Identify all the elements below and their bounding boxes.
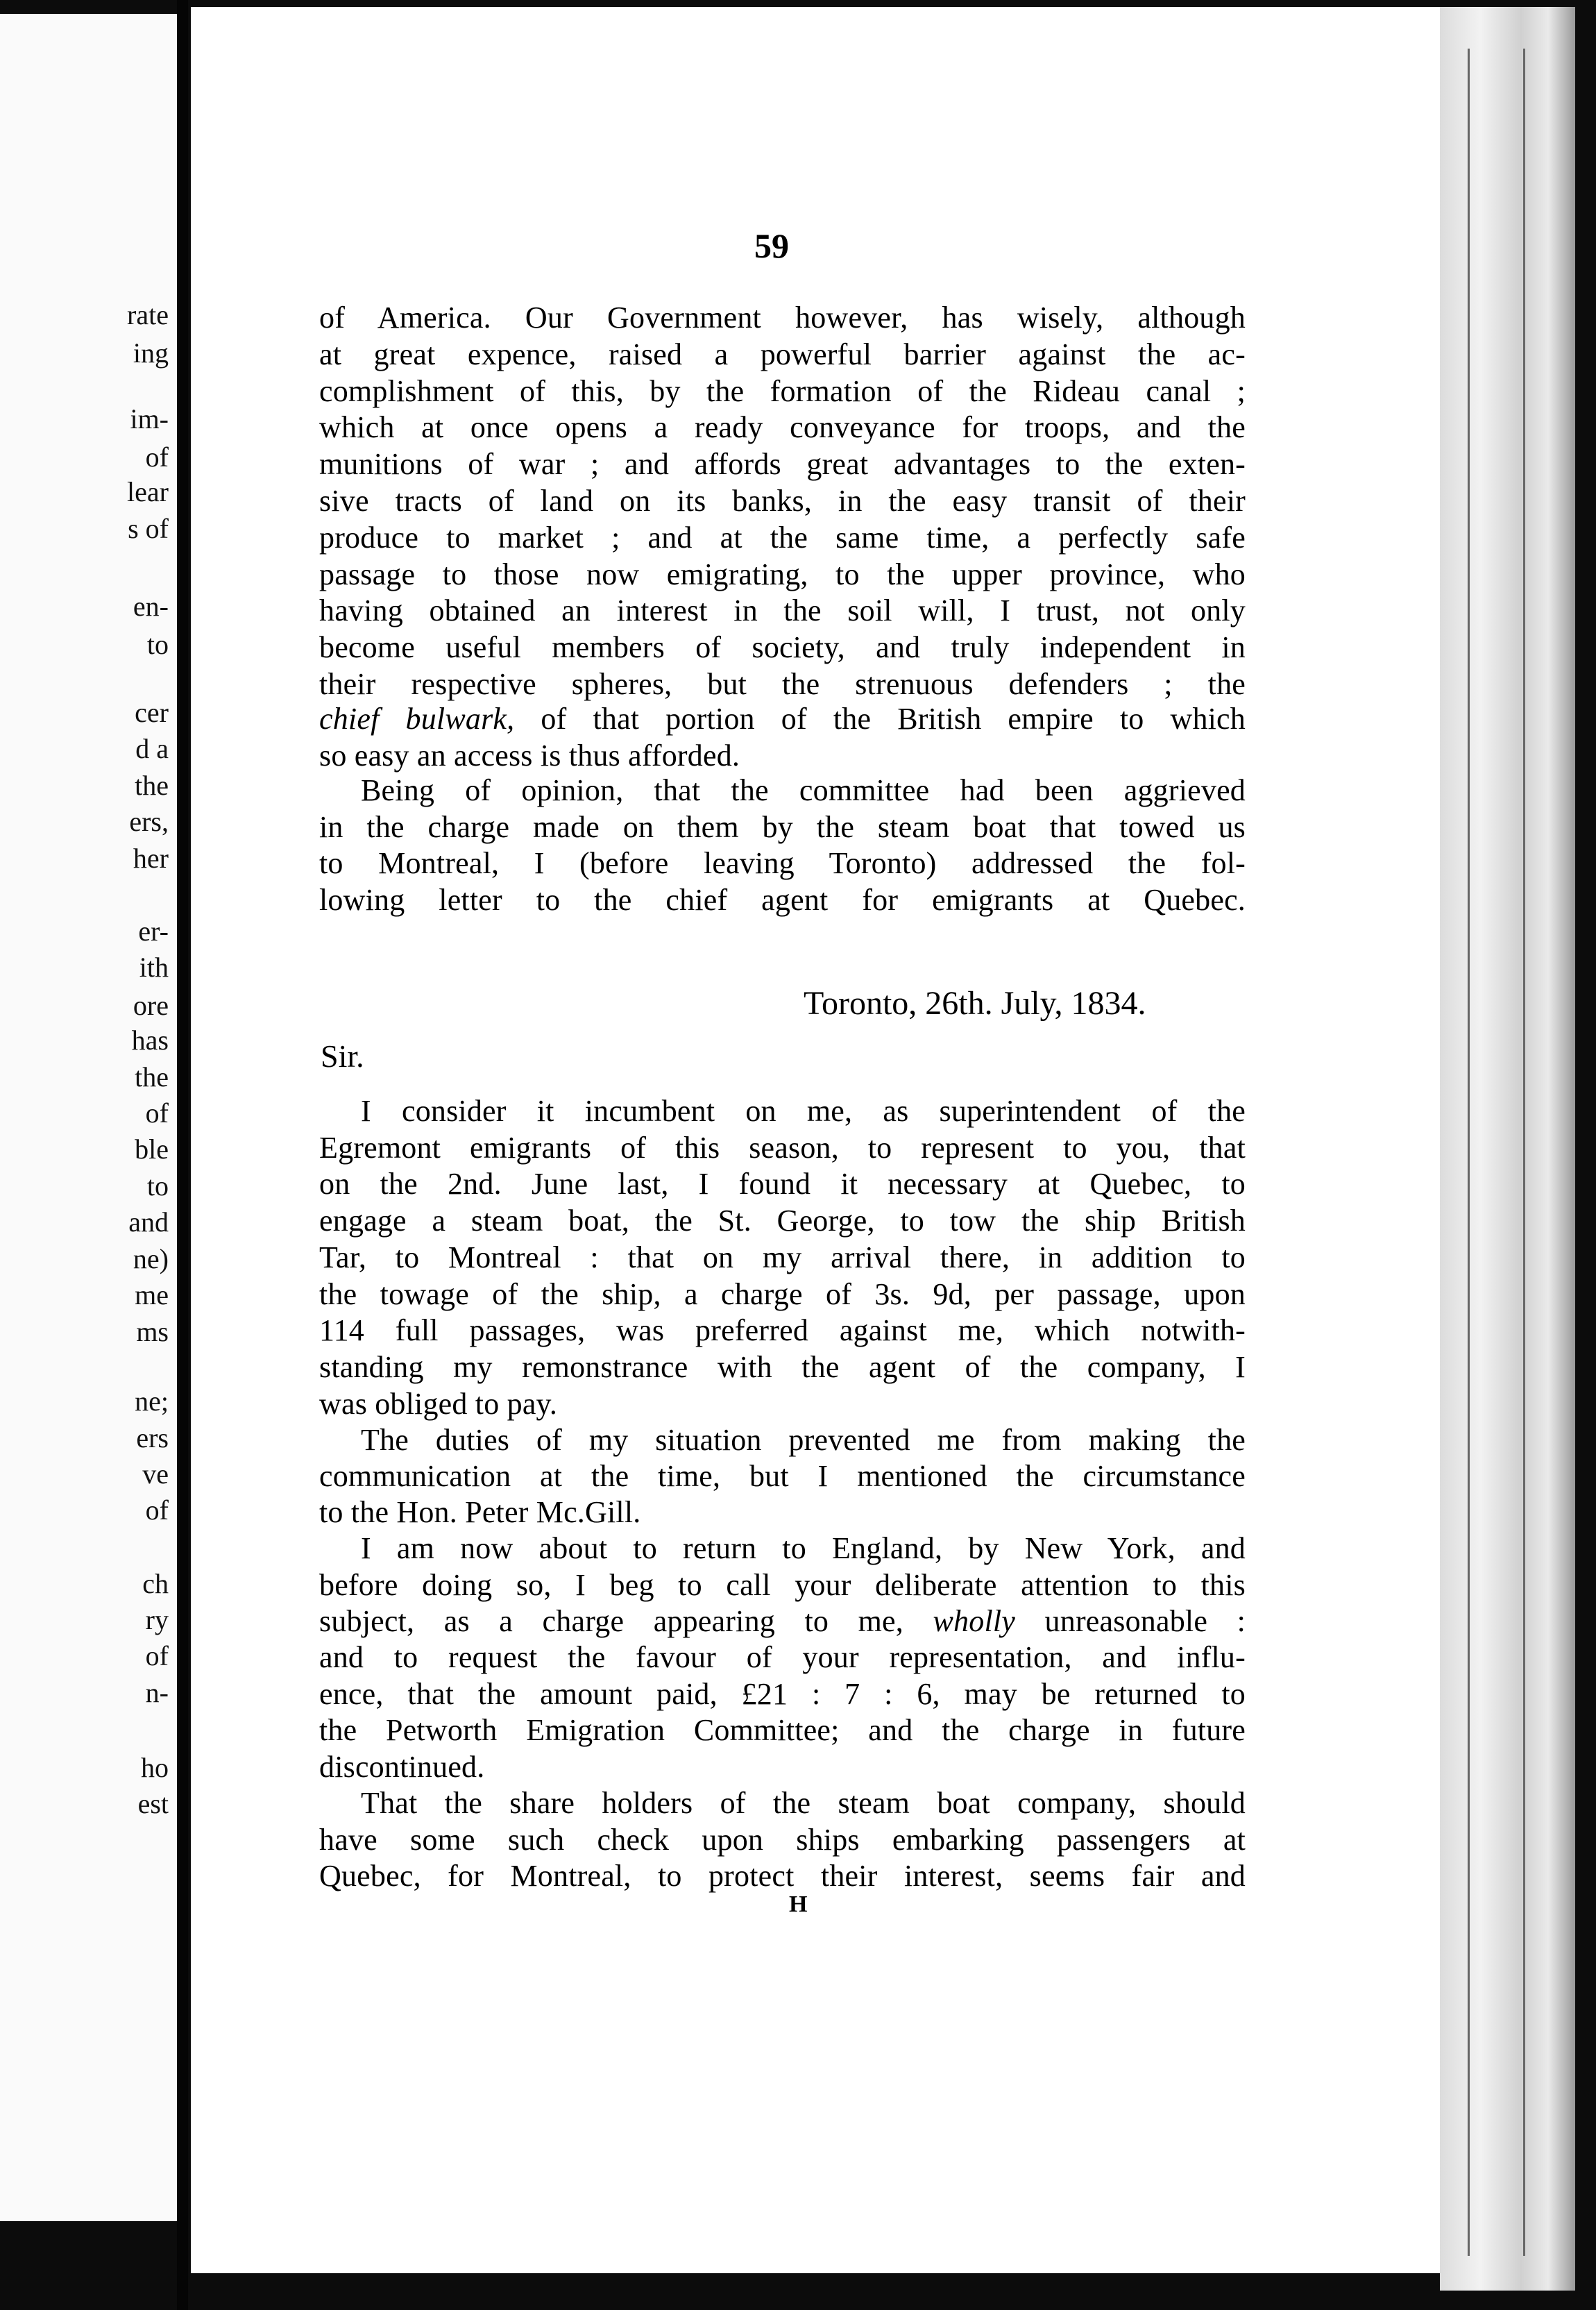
- paragraph-line: [319, 410, 1246, 445]
- line-text: the Petworth Emigration Committee; and the charge in future: [319, 1713, 1246, 1748]
- paragraph-line: [361, 1093, 1246, 1129]
- paragraph-line: [361, 1785, 1246, 1821]
- paragraph-line: [319, 1386, 1246, 1422]
- paragraph-line: [319, 738, 1246, 773]
- left-page-fragment: ho: [141, 1752, 169, 1783]
- left-page-fragment: s of: [128, 513, 169, 544]
- paragraph-line: [319, 446, 1246, 482]
- paragraph-line: [319, 1639, 1246, 1675]
- left-page-fragment: ne): [133, 1243, 169, 1274]
- left-page-fragment: of: [145, 1640, 169, 1671]
- paragraph-line: [319, 630, 1246, 665]
- left-facing-page: [0, 14, 177, 2221]
- line-text: sive tracts of land on its banks, in the easy transit of their: [319, 484, 1246, 518]
- left-page-fragment: rate: [127, 299, 169, 330]
- line-text: and to request the favour of your representation, and influ-: [319, 1640, 1246, 1674]
- italic-word: wholly: [933, 1604, 1016, 1638]
- left-page-fragment: est: [137, 1788, 169, 1819]
- paragraph-line: [319, 1130, 1246, 1165]
- line-text: I am now about to return to England, by New York, and: [361, 1531, 1246, 1565]
- paragraph-line: [319, 300, 1246, 335]
- line-text: The duties of my situation prevented me from making the: [361, 1423, 1246, 1457]
- left-page-fragment: of: [145, 1494, 169, 1526]
- left-page-fragment: er-: [138, 916, 169, 947]
- line-text: of that portion of the British empire to which: [514, 702, 1246, 736]
- line-text: which at once opens a ready conveyance for troops, and the: [319, 410, 1246, 445]
- paragraph-line: [319, 1749, 1246, 1785]
- left-page-fragment: her: [133, 843, 169, 874]
- paragraph-line: [319, 1458, 1246, 1494]
- paragraph-line: [361, 1531, 1246, 1566]
- paragraph-line: [319, 1240, 1246, 1275]
- line-text: of America. Our Government however, has wisely, although: [319, 301, 1246, 335]
- paragraph-line: [319, 701, 1246, 736]
- paragraph-line: [319, 1712, 1246, 1748]
- line-text: to Montreal, I (before leaving Toronto) addressed the fol-: [319, 846, 1246, 880]
- line-text: unreasonable :: [1015, 1604, 1246, 1638]
- paragraph-line: [319, 1858, 1246, 1894]
- paragraph-line: [319, 1166, 1246, 1202]
- left-page-fragment: ry: [145, 1604, 169, 1635]
- left-page-fragment: ms: [136, 1316, 169, 1347]
- line-text: the towage of the ship, a charge of 3s. 9d, per passage, upon: [319, 1276, 1246, 1311]
- left-page-fragment: of: [145, 441, 169, 473]
- paragraph-line: [319, 520, 1246, 555]
- paragraph-line: [319, 1203, 1246, 1238]
- paragraph-line: [319, 1822, 1246, 1857]
- paragraph-line: [319, 483, 1246, 519]
- line-text: passage to those now emigrating, to the upper province, who: [319, 557, 1246, 591]
- line-text: having obtained an interest in the soil will, I trust, not only: [319, 593, 1246, 628]
- paragraph-line: [319, 1276, 1246, 1312]
- paragraph-line: [319, 1567, 1246, 1603]
- page-number: 59: [754, 226, 789, 265]
- page-edge-line: [1468, 49, 1470, 2256]
- left-page-fragment: ch: [142, 1568, 169, 1599]
- line-text: standing my remonstrance with the agent of the company, I: [319, 1349, 1246, 1384]
- line-text: Tar, to Montreal : that on my arrival there, in addition to: [319, 1240, 1246, 1274]
- line-text: produce to market ; and at the same time, a perfectly safe: [319, 520, 1246, 555]
- paragraph-line: [361, 773, 1246, 808]
- left-page-fragment: ers,: [129, 806, 169, 837]
- paragraph-line: [319, 1494, 1246, 1530]
- page-edges: [1440, 7, 1575, 2291]
- left-page-fragment: me: [135, 1279, 169, 1310]
- page-edge-line: [1523, 49, 1525, 2256]
- left-page-fragment: the: [135, 1061, 169, 1093]
- line-text: at great expence, raised a powerful barrier against the ac-: [319, 337, 1246, 371]
- left-page-fragment: cer: [135, 697, 169, 728]
- paragraph-line: [319, 593, 1246, 628]
- left-page-fragment: to: [146, 1170, 169, 1202]
- line-text: discontinued.: [319, 1750, 485, 1784]
- paragraph-line: [319, 882, 1246, 918]
- left-page-fragment: ing: [133, 337, 169, 369]
- paragraph-line: [319, 809, 1246, 845]
- line-text: communication at the time, but I mentioned the circumstance: [319, 1459, 1246, 1493]
- line-text: I consider it incumbent on me, as superintendent of the: [361, 1094, 1246, 1128]
- left-page-fragment: lear: [127, 476, 169, 507]
- line-text: so easy an access is thus afforded.: [319, 739, 740, 773]
- left-page-fragment: has: [131, 1025, 169, 1056]
- line-text: their respective spheres, but the strenuous defenders ; the: [319, 667, 1246, 701]
- left-page-fragment: the: [135, 770, 169, 801]
- left-page-fragment: of: [145, 1097, 169, 1129]
- paragraph-line: [319, 373, 1246, 409]
- letter-salutation: Sir.: [321, 1038, 364, 1074]
- line-text: That the share holders of the steam boat company, should: [361, 1786, 1246, 1820]
- line-text: lowing letter to the chief agent for emigrants at Quebec.: [319, 882, 1246, 917]
- line-text: subject, as a charge appearing to me,: [319, 1604, 933, 1638]
- left-page-fragment: im-: [130, 403, 169, 435]
- book-gutter: [177, 0, 188, 2310]
- line-text: ence, that the amount paid, £21 : 7 : 6, may be returned to: [319, 1676, 1246, 1711]
- left-page-fragment: ne;: [135, 1385, 169, 1417]
- line-text: Being of opinion, that the committee had been aggrieved: [361, 773, 1246, 807]
- line-text: Quebec, for Montreal, to protect their interest, seems fair and: [319, 1859, 1246, 1894]
- line-text: was obliged to pay.: [319, 1387, 558, 1421]
- left-page-fragment: n-: [145, 1677, 169, 1708]
- paragraph-line: [319, 845, 1246, 881]
- left-page-fragment: ble: [135, 1133, 169, 1165]
- paragraph-line: [319, 1676, 1246, 1712]
- line-text: on the 2nd. June last, I found it necessary at Quebec, to: [319, 1167, 1246, 1202]
- left-page-fragment: ith: [139, 952, 169, 983]
- left-page-fragment: ore: [133, 990, 169, 1021]
- left-page-fragment: d a: [135, 733, 169, 764]
- left-page-fragment: ve: [142, 1458, 169, 1490]
- line-text: have some such check upon ships embarking passengers at: [319, 1822, 1246, 1857]
- line-text: Egremont emigrants of this season, to represent to you, that: [319, 1130, 1246, 1165]
- letter-date: Toronto, 26th. July, 1834.: [804, 985, 1146, 1022]
- left-page-fragment: ers: [136, 1422, 169, 1453]
- line-text: engage a steam boat, the St. George, to tow the ship British: [319, 1204, 1246, 1238]
- paragraph-line: [319, 337, 1246, 372]
- line-text: munitions of war ; and affords great advantages to the exten-: [319, 447, 1246, 482]
- paragraph-line: [319, 666, 1246, 702]
- paragraph-line: [319, 1313, 1246, 1348]
- paragraph-line: [319, 557, 1246, 592]
- italic-phrase: chief bulwark,: [319, 702, 515, 736]
- line-text: to the Hon. Peter Mc.Gill.: [319, 1495, 641, 1529]
- left-page-fragment: to: [146, 629, 169, 660]
- left-page-fragment: and: [128, 1206, 169, 1238]
- line-text: become useful members of society, and truly independent in: [319, 630, 1246, 665]
- line-text: 114 full passages, was preferred against me, which notwith-: [319, 1313, 1246, 1348]
- left-page-fragment: en-: [133, 591, 169, 622]
- line-text: complishment of this, by the formation of the Rideau canal ;: [319, 373, 1246, 408]
- line-text: before doing so, I beg to call your deliberate attention to this: [319, 1567, 1246, 1602]
- paragraph-line: [319, 1349, 1246, 1385]
- line-text: in the charge made on them by the steam boat that towed us: [319, 809, 1246, 844]
- paragraph-line: [361, 1422, 1246, 1458]
- paragraph-line: [319, 1603, 1246, 1639]
- signature-mark: H: [789, 1891, 808, 1917]
